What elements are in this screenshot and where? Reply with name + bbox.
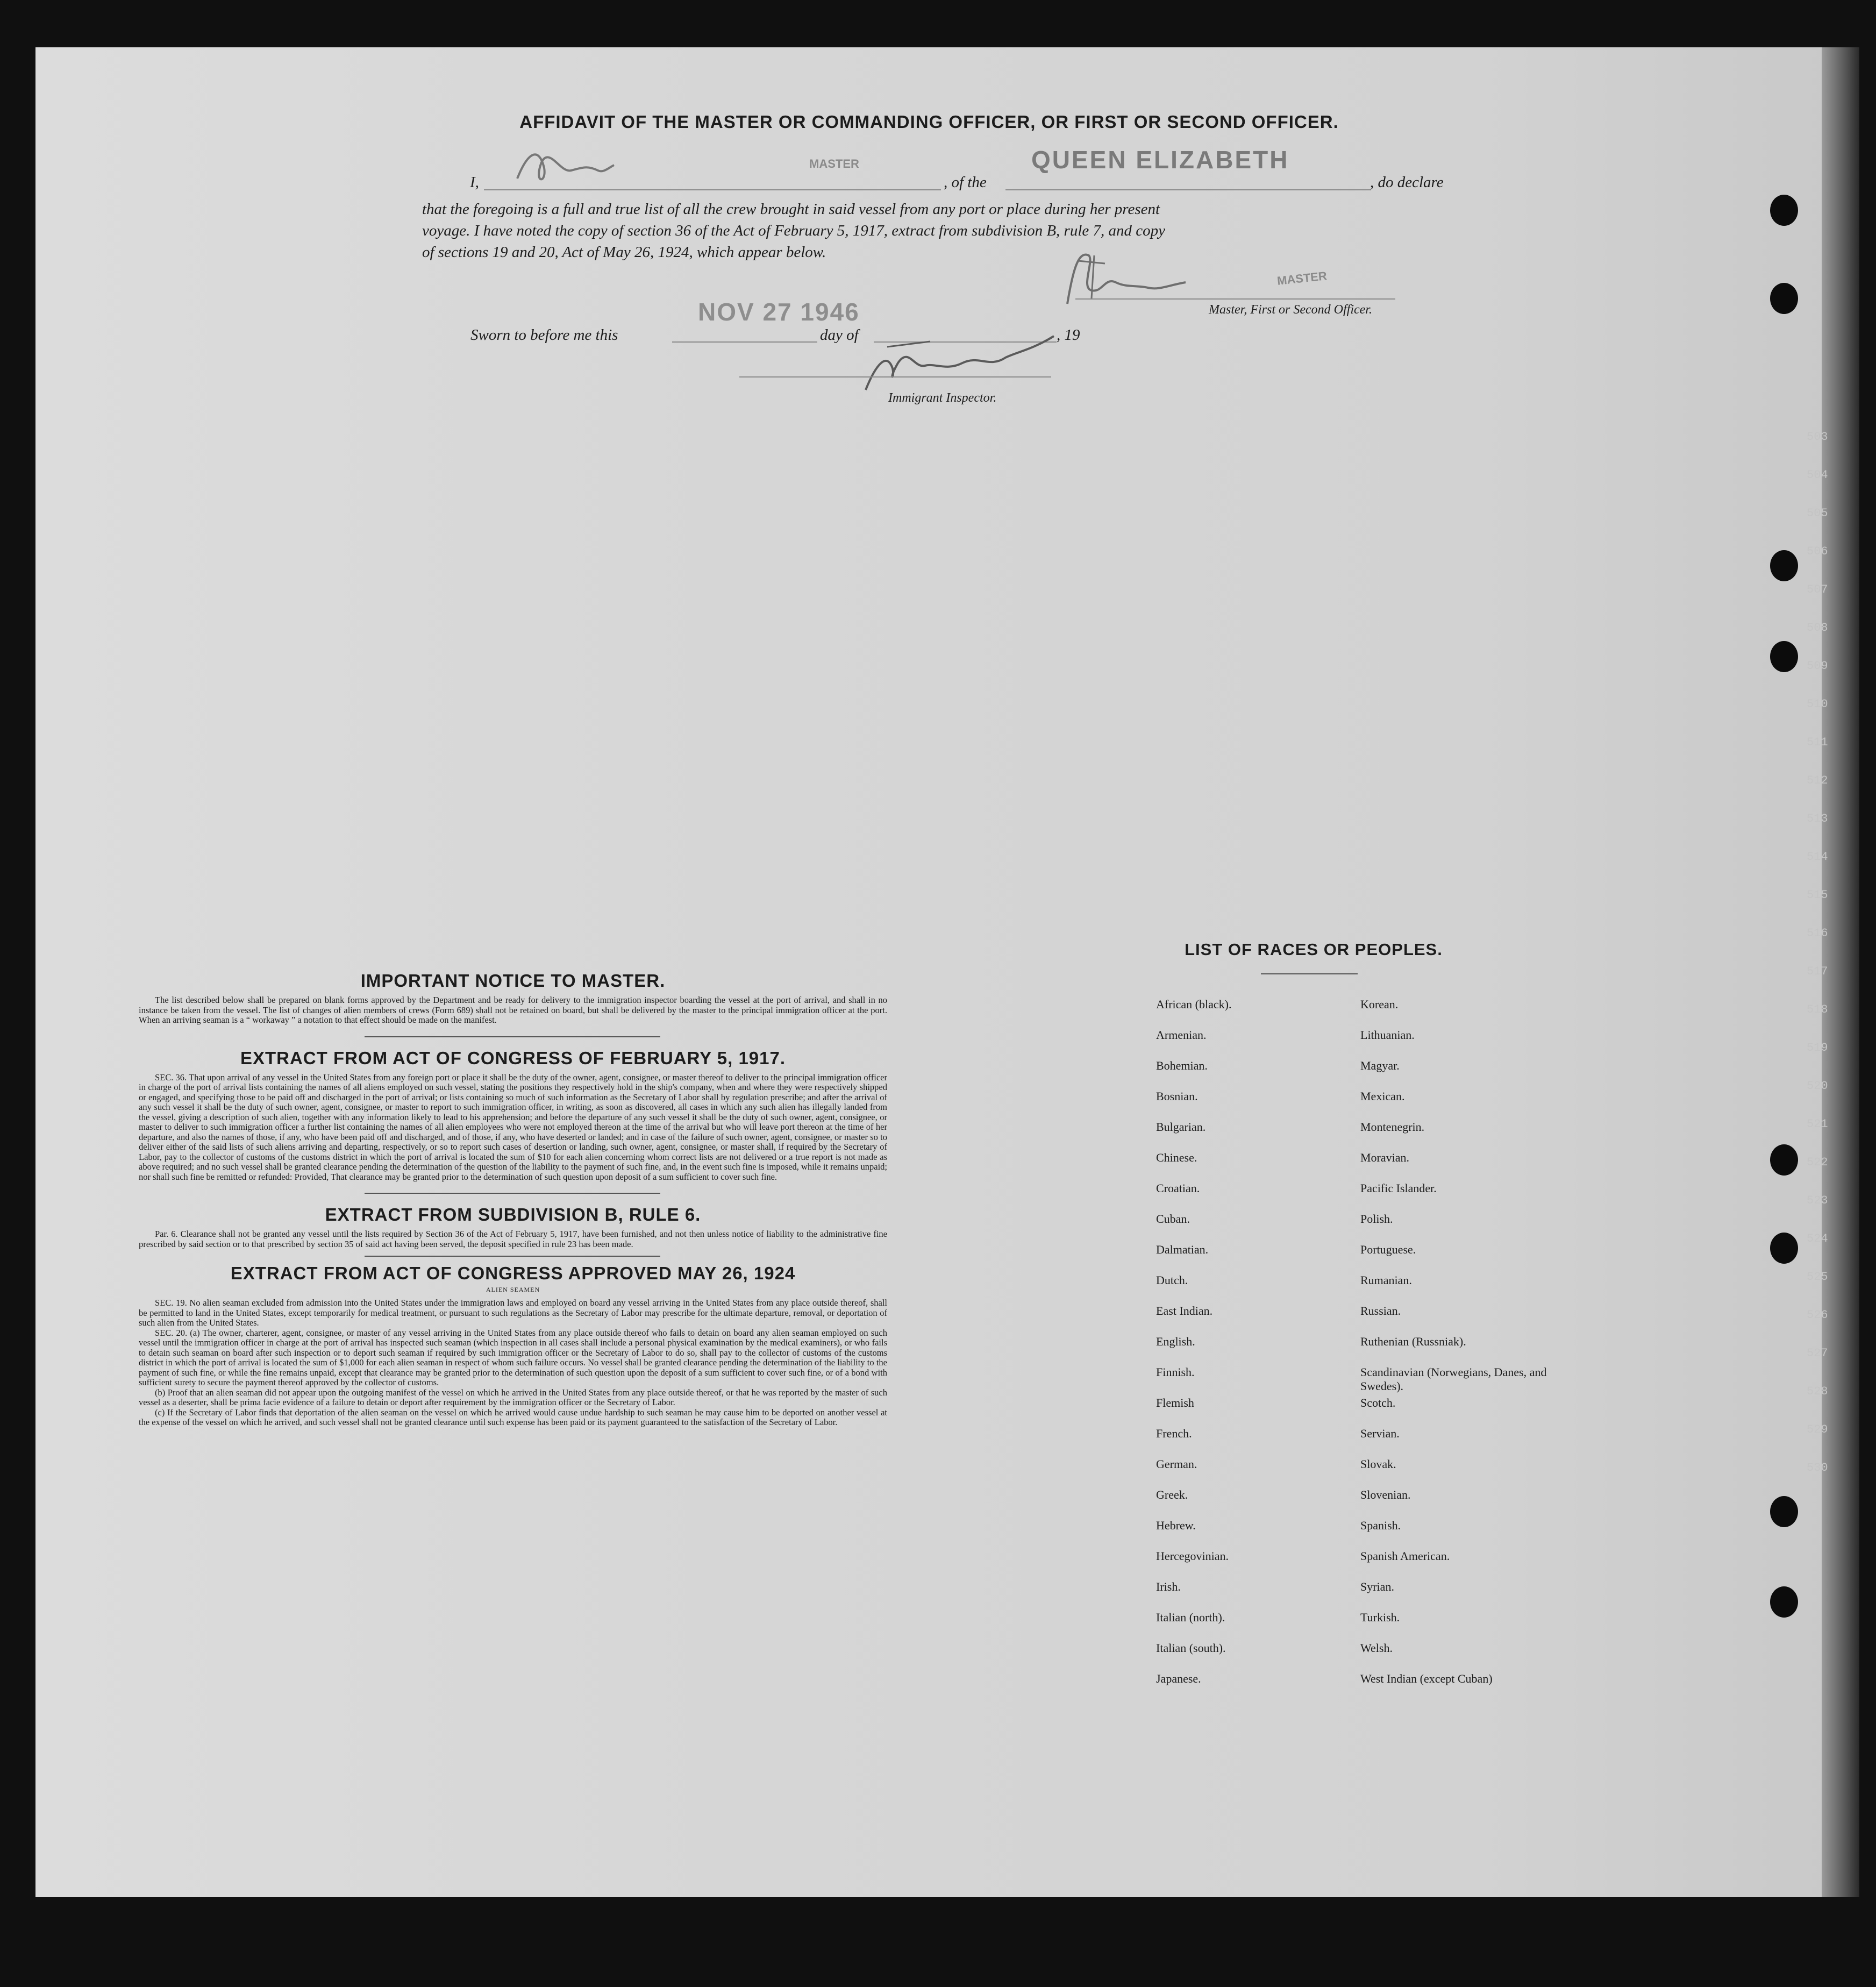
punch-hole xyxy=(1770,195,1798,226)
race-left: Italian (north). xyxy=(1156,1611,1225,1624)
race-right: Servian. xyxy=(1360,1427,1400,1440)
affidavit-title: AFFIDAVIT OF THE MASTER OR COMMANDING OFFICER, OR FIRST OR SECOND OFFICER. xyxy=(519,112,1339,132)
race-right: Russian. xyxy=(1360,1304,1401,1317)
inspector-signature xyxy=(855,320,1070,401)
race-left: Italian (south). xyxy=(1156,1641,1226,1655)
bleed-through-number: 527 xyxy=(1807,1347,1828,1360)
race-right: Spanish. xyxy=(1360,1519,1401,1532)
race-left: Dalmatian. xyxy=(1156,1243,1209,1256)
master-stamp: MASTER xyxy=(809,157,859,170)
race-right: Polish. xyxy=(1360,1212,1393,1226)
bleed-through-number: 521 xyxy=(1807,1117,1828,1131)
race-left: Japanese. xyxy=(1156,1672,1201,1685)
bleed-through-number: 507 xyxy=(1807,583,1828,596)
race-left: Croatian. xyxy=(1156,1181,1200,1195)
affidavit-body-line1: that the foregoing is a full and true list of all the crew brought in said vessel from any port or place during her present xyxy=(422,201,1160,218)
race-left: Finnish. xyxy=(1156,1365,1195,1379)
bleed-through-column xyxy=(1807,430,1828,1499)
race-left: Hercegovinian. xyxy=(1156,1549,1229,1563)
race-left: German. xyxy=(1156,1457,1197,1471)
punch-hole xyxy=(1770,550,1798,581)
race-right: Korean. xyxy=(1360,998,1399,1011)
race-right: Magyar. xyxy=(1360,1059,1400,1072)
race-left: Dutch. xyxy=(1156,1273,1188,1287)
punch-hole xyxy=(1770,1144,1798,1176)
bleed-through-number: 513 xyxy=(1807,812,1828,825)
notice-title: IMPORTANT NOTICE TO MASTER. xyxy=(360,971,666,991)
bleed-through-number: 520 xyxy=(1807,1079,1828,1093)
races-row xyxy=(1156,1427,1586,1457)
race-right: Moravian. xyxy=(1360,1151,1410,1164)
punch-hole xyxy=(1770,1233,1798,1264)
races-row xyxy=(1156,1641,1586,1672)
races-row xyxy=(1156,1580,1586,1611)
races-row xyxy=(1156,1120,1586,1151)
act1917-text: SEC. 36. That upon arrival of any vessel in the United States from any foreign port or place it shall be the duty of the owner, agent, consignee, or master thereof to deliver to the principal immigration officer in charge of the port of arrival lists containing the names of all aliens employed on such vessel, stating the positions they respectively hold in the ship's company, when and where they were respectively shipped or engaged, and specifying those to be paid off and discharged in the port of arrival; or lists containing so much of such information as the Secretary of Labor shall by regulation prescribe; and after the arrival of any such vessel it shall be the duty of such owner, agent, consignee, or master to report to such immigration officer, in writing, as soon as discovered, all cases in which any such alien has illegally landed from the vessel, giving a description of such alien, together with any information likely to lead to his apprehension; and before the departure of any such vessel it shall be the duty of such owner, agent, consignee, or master to deliver to such immigration officer a further list containing the names of all alien employees who were not employed thereon at the time of the arrival but who will leave port thereon at the time of her departure, and also the names of those, if any, who have been paid off and discharged, and of those, if any, who have deserted or landed; and in case of the failure of such owner, agent, consignee, or master so to deliver either of the said lists of such aliens arriving and departing, respectively, or so to report such cases of desertion or landing, such owner, agent, consignee, or master shall, if required by the Secretary of Labor, pay to the collector of customs of the customs district in which the port of arrival is located the sum of $10 for each alien concerning whom correct lists are not delivered or a true report is not made as above required; and no such vessel shall be granted clearance pending the determination of the question of the liability to the payment of such fine, and, in the event such fine is imposed, while it remains unpaid; nor shall such fine be remitted or refunded: Provided, That clearance may be granted prior to the determination of such question upon deposit of a sum sufficient to cover such fine. xyxy=(139,1072,887,1182)
race-left: Bohemian. xyxy=(1156,1059,1208,1072)
race-right: Portuguese. xyxy=(1360,1243,1416,1256)
race-left: Bulgarian. xyxy=(1156,1120,1206,1134)
race-left: East Indian. xyxy=(1156,1304,1213,1317)
bleed-through-number: 508 xyxy=(1807,621,1828,635)
race-right: Ruthenian (Russniak). xyxy=(1360,1335,1466,1348)
races-row xyxy=(1156,1457,1586,1488)
bleed-through-number: 528 xyxy=(1807,1385,1828,1398)
race-left: Chinese. xyxy=(1156,1151,1197,1164)
races-row xyxy=(1156,1059,1586,1089)
race-right: Welsh. xyxy=(1360,1641,1393,1655)
races-row xyxy=(1156,998,1586,1028)
races-row xyxy=(1156,1304,1586,1335)
races-title: LIST OF RACES OR PEOPLES. xyxy=(1185,940,1443,959)
act1924-sec20a: SEC. 20. (a) The owner, charterer, agent, consignee, or master of any vessel arriving in the United States from any place outside thereof who fails to detain on board any alien seaman employed on such vessel until the immigration officer in charge at the port of arrival has inspected such seaman (which inspection in all cases shall include a personal physical examination by the medical examiners), or who fails to detain such seaman on board after such inspection or to deport such seaman if required by such immigration officer or the Secretary of Labor to do so, shall pay to the collector of customs of the customs district in which the port of arrival is located the sum of $1,000 for each alien seaman in respect of whom such failure occurs. No vessel shall be granted clearance pending the determination of the liability to the payment of such fine, or while the fine remains unpaid, except that clearance may be granted prior to the determination of such question upon the deposit of a sum sufficient to cover such fine, or of a bond with sufficient surety to secure the payment thereof approved by the collector of customs. xyxy=(139,1327,887,1387)
bleed-through-number: 506 xyxy=(1807,545,1828,558)
bleed-through-number: 516 xyxy=(1807,927,1828,940)
races-row xyxy=(1156,1396,1586,1427)
race-left: Armenian. xyxy=(1156,1028,1207,1042)
of-the-label: , of the xyxy=(944,174,987,191)
bleed-through-number: 518 xyxy=(1807,1003,1828,1016)
races-row xyxy=(1156,1611,1586,1641)
races-row xyxy=(1156,1151,1586,1181)
i-label: I, xyxy=(470,174,479,191)
race-right: Rumanian. xyxy=(1360,1273,1412,1287)
date-stamp: NOV 27 1946 xyxy=(698,298,860,326)
bleed-through-number: 515 xyxy=(1807,888,1828,902)
races-row xyxy=(1156,1365,1586,1396)
race-right: Syrian. xyxy=(1360,1580,1394,1593)
inspector-caption: Immigrant Inspector. xyxy=(888,391,997,405)
races-row xyxy=(1156,1519,1586,1549)
bleed-through-number: 519 xyxy=(1807,1041,1828,1055)
bleed-through-number: 522 xyxy=(1807,1156,1828,1169)
race-left: English. xyxy=(1156,1335,1195,1348)
sworn-text: Sworn to before me this xyxy=(470,326,618,344)
bleed-through-number: 512 xyxy=(1807,774,1828,787)
master-signature xyxy=(512,141,619,195)
races-table xyxy=(1156,998,1586,1703)
race-right: Turkish. xyxy=(1360,1611,1400,1624)
punch-hole xyxy=(1770,283,1798,314)
races-row xyxy=(1156,1273,1586,1304)
race-right: Montenegrin. xyxy=(1360,1120,1425,1134)
punch-hole xyxy=(1770,641,1798,672)
bleed-through-number: 525 xyxy=(1807,1270,1828,1284)
bleed-through-number: 526 xyxy=(1807,1308,1828,1322)
bleed-through-number: 504 xyxy=(1807,468,1828,482)
day-of-label: day of xyxy=(820,326,859,344)
race-right: Lithuanian. xyxy=(1360,1028,1415,1042)
race-right: Scandinavian (Norwegians, Danes, and Swedes). xyxy=(1360,1365,1547,1393)
race-left: Greek. xyxy=(1156,1488,1188,1501)
race-right: Spanish American. xyxy=(1360,1549,1450,1563)
do-declare-label: , do declare xyxy=(1370,174,1444,191)
race-right: Slovenian. xyxy=(1360,1488,1411,1501)
affidavit-body-line2: voyage. I have noted the copy of section 36 of the Act of February 5, 1917, extract from subdivision B, rule 7, and copy xyxy=(422,222,1166,239)
signature-caption: Master, First or Second Officer. xyxy=(1209,303,1372,317)
rule6-title: EXTRACT FROM SUBDIVISION B, RULE 6. xyxy=(325,1205,701,1224)
races-row xyxy=(1156,1181,1586,1212)
act1924-sec19: SEC. 19. No alien seaman excluded from admission into the United States under the immigration laws and employed on board any vessel arriving in the United States from any place outside thereof, shall be permitted to land in the United States, except temporarily for medical treatment, or pursuant to such regulations as the Secretary of Labor may prescribe for the ultimate departure, removal, or deportation of such alien from the United States. xyxy=(139,1298,887,1328)
act1924-subtitle: ALIEN SEAMEN xyxy=(486,1286,540,1293)
races-row xyxy=(1156,1672,1586,1703)
race-left: African (black). xyxy=(1156,998,1232,1011)
bleed-through-number: 529 xyxy=(1807,1423,1828,1436)
races-row xyxy=(1156,1335,1586,1365)
vessel-name: QUEEN ELIZABETH xyxy=(1031,146,1289,174)
races-row xyxy=(1156,1549,1586,1580)
race-right: West Indian (except Cuban) xyxy=(1360,1672,1493,1685)
affidavit-body-line3: of sections 19 and 20, Act of May 26, 1924, which appear below. xyxy=(422,244,826,261)
act1924-title: EXTRACT FROM ACT OF CONGRESS APPROVED MAY 26, 1924 xyxy=(230,1263,796,1283)
races-row xyxy=(1156,1243,1586,1273)
race-left: Bosnian. xyxy=(1156,1089,1198,1103)
races-row xyxy=(1156,1028,1586,1059)
notice-text: The list described below shall be prepared on blank forms approved by the Department and be ready for delivery to the immigration inspector boarding the vessel at the port of arrival, and shall in no instance be taken from the vessel. The list of changes of alien members of crews (Form 689) shall not be retained on board, but shall be delivered by the master to the principal immigration officer at the port. When an arriving seaman is a “ workaway ” a notation to that effect should be made on the manifest. xyxy=(139,995,887,1025)
act1924-sec20c: (c) If the Secretary of Labor finds that deportation of the alien seaman on the vessel on which he arrived would cause undue hardship to such seaman he may cause him to be deported on another vessel at the expense of the vessel on which he arrived, and such vessel shall not be granted clearance until such expense has been paid or its payment guaranteed to the satisfaction of the Secretary of Labor. xyxy=(139,1407,887,1427)
punch-hole xyxy=(1770,1496,1798,1527)
bleed-through-number: 514 xyxy=(1807,850,1828,864)
race-left: Flemish xyxy=(1156,1396,1194,1409)
notices-column xyxy=(139,971,887,1428)
race-left: Irish. xyxy=(1156,1580,1181,1593)
bleed-through-number: 530 xyxy=(1807,1461,1828,1475)
bleed-through-number: 505 xyxy=(1807,507,1828,520)
act1917-title: EXTRACT FROM ACT OF CONGRESS OF FEBRUARY 5, 1917. xyxy=(240,1048,786,1068)
race-right: Mexican. xyxy=(1360,1089,1405,1103)
races-row xyxy=(1156,1089,1586,1120)
act1924-sec20b: (b) Proof that an alien seaman did not appear upon the outgoing manifest of the vessel on which he arrived in the United States from any place outside thereof, or that he was reported by the master of such vessel as a deserter, shall be prima facie evidence of a failure to detain or deport after requirement by the immigration officer or the Secretary of Labor. xyxy=(139,1387,887,1407)
race-left: French. xyxy=(1156,1427,1192,1440)
bleed-through-number: 517 xyxy=(1807,965,1828,978)
bleed-through-number: 524 xyxy=(1807,1232,1828,1245)
race-left: Cuban. xyxy=(1156,1212,1190,1226)
race-right: Pacific Islander. xyxy=(1360,1181,1437,1195)
bleed-through-number: 509 xyxy=(1807,659,1828,673)
punch-hole xyxy=(1770,1586,1798,1618)
bleed-through-number: 523 xyxy=(1807,1194,1828,1207)
bleed-through-number: 510 xyxy=(1807,697,1828,711)
bleed-through-number: 503 xyxy=(1807,430,1828,444)
race-right: Scotch. xyxy=(1360,1396,1396,1409)
race-left: Hebrew. xyxy=(1156,1519,1196,1532)
bleed-through-number: 511 xyxy=(1807,736,1828,749)
race-right: Slovak. xyxy=(1360,1457,1396,1471)
races-row xyxy=(1156,1212,1586,1243)
races-row xyxy=(1156,1488,1586,1519)
year-label: , 19 xyxy=(1057,326,1080,344)
rule6-text: Par. 6. Clearance shall not be granted any vessel until the lists required by Section 36 of the Act of February 5, 1917, have been furnished, and not then unless notice of liability to the administrative fine prescribed by said section or to that prescribed by section 35 of said act having been served, the deposit specified in rule 23 has been made. xyxy=(139,1229,887,1249)
officer-master-stamp: MASTER xyxy=(1276,269,1328,288)
